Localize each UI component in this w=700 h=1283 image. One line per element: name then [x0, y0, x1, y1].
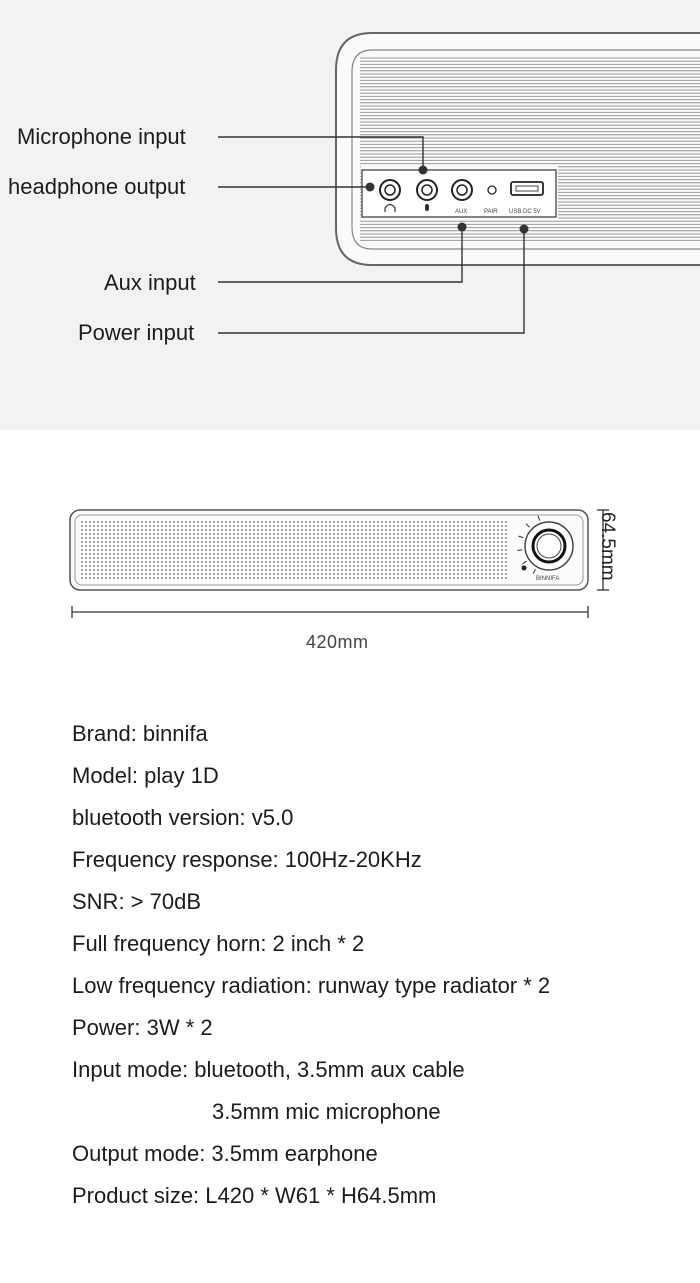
power-input-label: Power input	[78, 320, 195, 345]
spec-line: Power: 3W * 2	[72, 1015, 213, 1040]
width-dimension-label: 420mm	[306, 632, 369, 652]
aux-leader-dot	[458, 223, 467, 232]
pair-port-label: PAIR	[484, 209, 498, 215]
aux-jack	[452, 180, 472, 200]
aux-port-label: AUX	[455, 209, 468, 215]
spec-line: Frequency response: 100Hz-20KHz	[72, 847, 422, 872]
spec-line: Input mode: bluetooth, 3.5mm aux cable	[72, 1057, 465, 1082]
spec-line: Brand: binnifa	[72, 721, 208, 746]
headphone-leader-dot	[366, 183, 375, 192]
microphone-leader-dot	[419, 166, 428, 175]
height-dimension-label: 64.5mm	[597, 512, 618, 581]
front-grille	[80, 520, 507, 580]
spec-line: SNR: > 70dB	[72, 889, 202, 914]
volume-indicator-dot	[522, 566, 527, 571]
spec-line: bluetooth version: v5.0	[72, 805, 294, 830]
volume-knob	[525, 522, 573, 570]
width-dimension-line	[72, 606, 588, 618]
brand-mark: BINNIFA	[536, 576, 560, 582]
microphone-input-label: Microphone input	[17, 124, 186, 149]
spec-line: Output mode: 3.5mm earphone	[72, 1141, 378, 1166]
spec-line: Full frequency horn: 2 inch * 2	[72, 931, 365, 956]
spec-line: 3.5mm mic microphone	[212, 1099, 441, 1124]
power-leader-dot	[520, 225, 529, 234]
headphone-output-label: headphone output	[8, 174, 186, 199]
microphone-icon	[425, 204, 429, 211]
pair-button	[488, 186, 496, 194]
speaker-rear-ports-diagram	[0, 0, 700, 430]
spec-line: Model: play 1D	[72, 763, 219, 788]
aux-input-label: Aux input	[104, 270, 196, 295]
spec-list	[72, 718, 550, 1222]
spec-line: Low frequency radiation: runway type radiator * 2	[72, 973, 551, 998]
spec-line: Product size: L420 * W61 * H64.5mm	[72, 1183, 437, 1208]
usb-port-label: USB DC 5V	[509, 209, 541, 215]
